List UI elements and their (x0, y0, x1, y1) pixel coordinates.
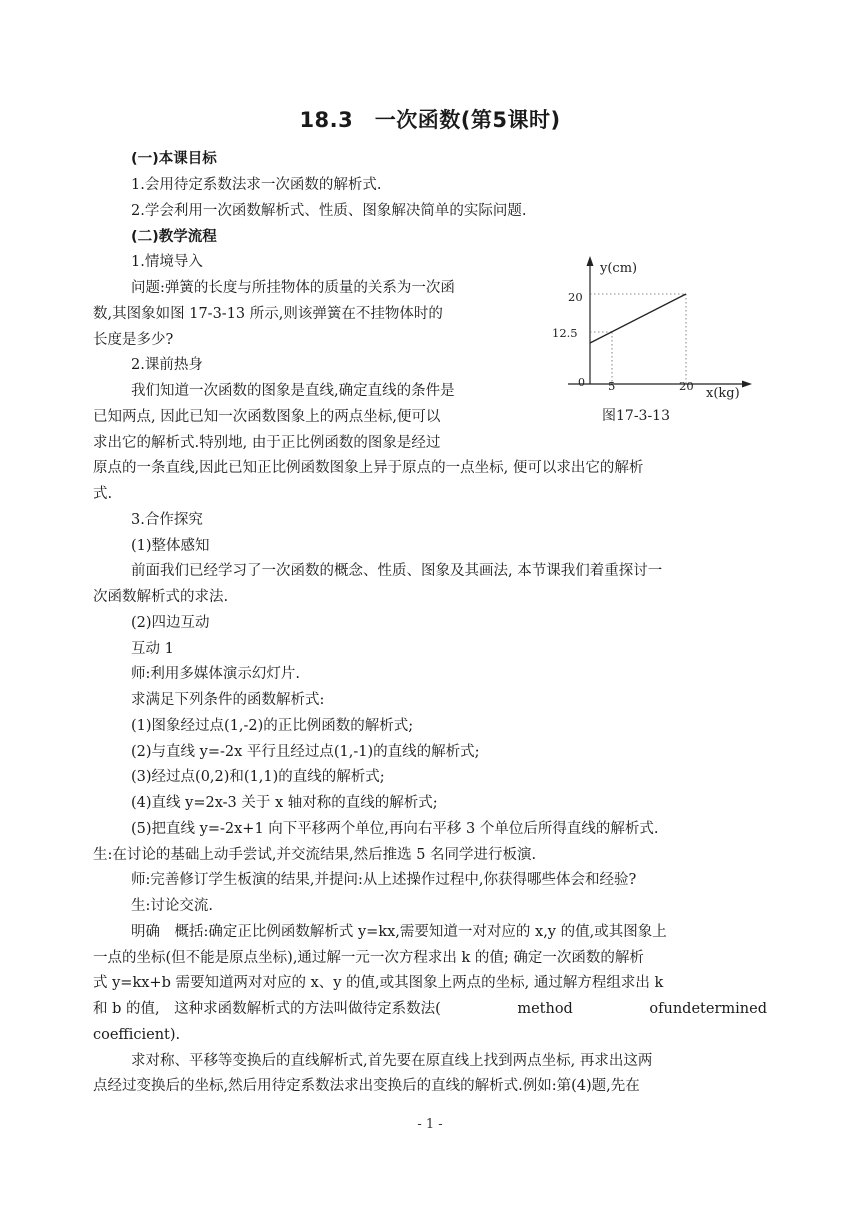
paragraph-line: 原点的一条直线,因此已知正比例函数图象上异于原点的一点坐标, 便可以求出它的解析 (93, 460, 644, 476)
paragraph-line: 师:利用多媒体演示幻灯片. (131, 666, 300, 682)
paragraph-line: (5)把直线 y=-2x+1 向下平移两个单位,再向右平移 3 个单位后所得直线的解析式. (131, 821, 659, 837)
paragraph-line: 生:在讨论的基础上动手尝试,并交流结果,然后推选 5 名同学进行板演. (93, 847, 537, 863)
function-line (590, 294, 686, 343)
page-title: 18.3 一次函数(第5课时) (299, 108, 561, 132)
y-tick-label: 20 (568, 290, 583, 304)
y-axis-label: y(cm) (600, 261, 638, 276)
paragraph-line: 互动 1 (131, 641, 174, 657)
y-axis-arrow-icon (587, 256, 594, 266)
paragraph-line: (2)与直线 y=-2x 平行且经过点(1,-1)的直线的解析式; (131, 744, 480, 760)
x-tick-label: 20 (679, 379, 694, 393)
paragraph-line: coefficient). (93, 1027, 181, 1043)
section-heading-process: (二)教学流程 (131, 229, 217, 245)
paragraph-line: 求满足下列条件的函数解析式: (131, 692, 325, 708)
paragraph-line: (4)直线 y=2x-3 关于 x 轴对称的直线的解析式; (131, 795, 438, 811)
spring-length-graph (538, 250, 770, 440)
paragraph-line: 求对称、平移等变换后的直线解析式,首先要在原直线上找到两点坐标, 再求出这两 (131, 1053, 653, 1069)
paragraph-line: 1.情境导入 (131, 254, 203, 270)
origin-label: 0 (578, 376, 585, 389)
x-axis-arrow-icon (742, 381, 752, 388)
paragraph-line: 我们知道一次函数的图象是直线,确定直线的条件是 (131, 383, 455, 399)
paragraph-line: 数,其图象如图 17-3-13 所示,则该弹簧在不挂物体时的 (93, 306, 443, 322)
paragraph-line-justified (93, 999, 767, 1019)
paragraph-line: 式 y=kx+b 需要知道两对对应的 x、y 的值,或其图象上两点的坐标, 通过解方程组求出 k (93, 975, 664, 991)
paragraph-line: (3)经过点(0,2)和(1,1)的直线的解析式; (131, 769, 385, 785)
paragraph-line: 师:完善修订学生板演的结果,并提问:从上述操作过程中,你获得哪些体会和经验? (131, 872, 637, 888)
paragraph-line: 长度是多少? (93, 332, 174, 348)
text-fragment: 和 b 的值, 这种求函数解析式的方法叫做待定系数法( (93, 1001, 441, 1017)
paragraph-line: 生:讨论交流. (131, 898, 213, 914)
figure-caption: 图17-3-13 (602, 408, 670, 424)
paragraph-line: (2)四边互动 (131, 615, 210, 631)
paragraph-line: 一点的坐标(但不能是原点坐标),通过解一元一次方程求出 k 的值; 确定一次函数的解析 (93, 950, 644, 966)
x-tick-label: 5 (608, 379, 616, 393)
paragraph-line: 2.学会利用一次函数解析式、性质、图象解决简单的实际问题. (131, 203, 527, 219)
paragraph-line: 式. (93, 486, 113, 502)
x-axis-label: x(kg) (706, 386, 740, 401)
page-number: - 1 - (417, 1117, 443, 1132)
paragraph-line: 次函数解析式的求法. (93, 589, 229, 605)
paragraph-line: 2.课前热身 (131, 357, 203, 373)
paragraph-line: 问题:弹簧的长度与所挂物体的质量的关系为一次函 (131, 280, 455, 296)
paragraph-line: 已知两点, 因此已知一次函数图象上的两点坐标,便可以 (93, 409, 441, 425)
paragraph-line: 1.会用待定系数法求一次函数的解析式. (131, 177, 382, 193)
paragraph-line: 点经过变换后的坐标,然后用待定系数法求出变换后的直线的解析式.例如:第(4)题,先在 (93, 1078, 640, 1094)
paragraph-line: (1)图象经过点(1,-2)的正比例函数的解析式; (131, 718, 414, 734)
paragraph-line: (1)整体感知 (131, 538, 210, 554)
paragraph-line: 求出它的解析式.特别地, 由于正比例函数的图象是经过 (93, 435, 441, 451)
paragraph-line: 明确 概括:确定正比例函数解析式 y=kx,需要知道一对对应的 x,y 的值,或其图象上 (131, 924, 667, 940)
text-fragment: ofundetermined (649, 1001, 767, 1017)
paragraph-line: 前面我们已经学习了一次函数的概念、性质、图象及其画法, 本节课我们着重探讨一 (131, 563, 663, 579)
text-fragment: method (517, 1001, 573, 1017)
paragraph-line: 3.合作探究 (131, 512, 203, 528)
section-heading-goals: (一)本课目标 (131, 151, 217, 167)
y-tick-label: 12.5 (552, 326, 578, 340)
